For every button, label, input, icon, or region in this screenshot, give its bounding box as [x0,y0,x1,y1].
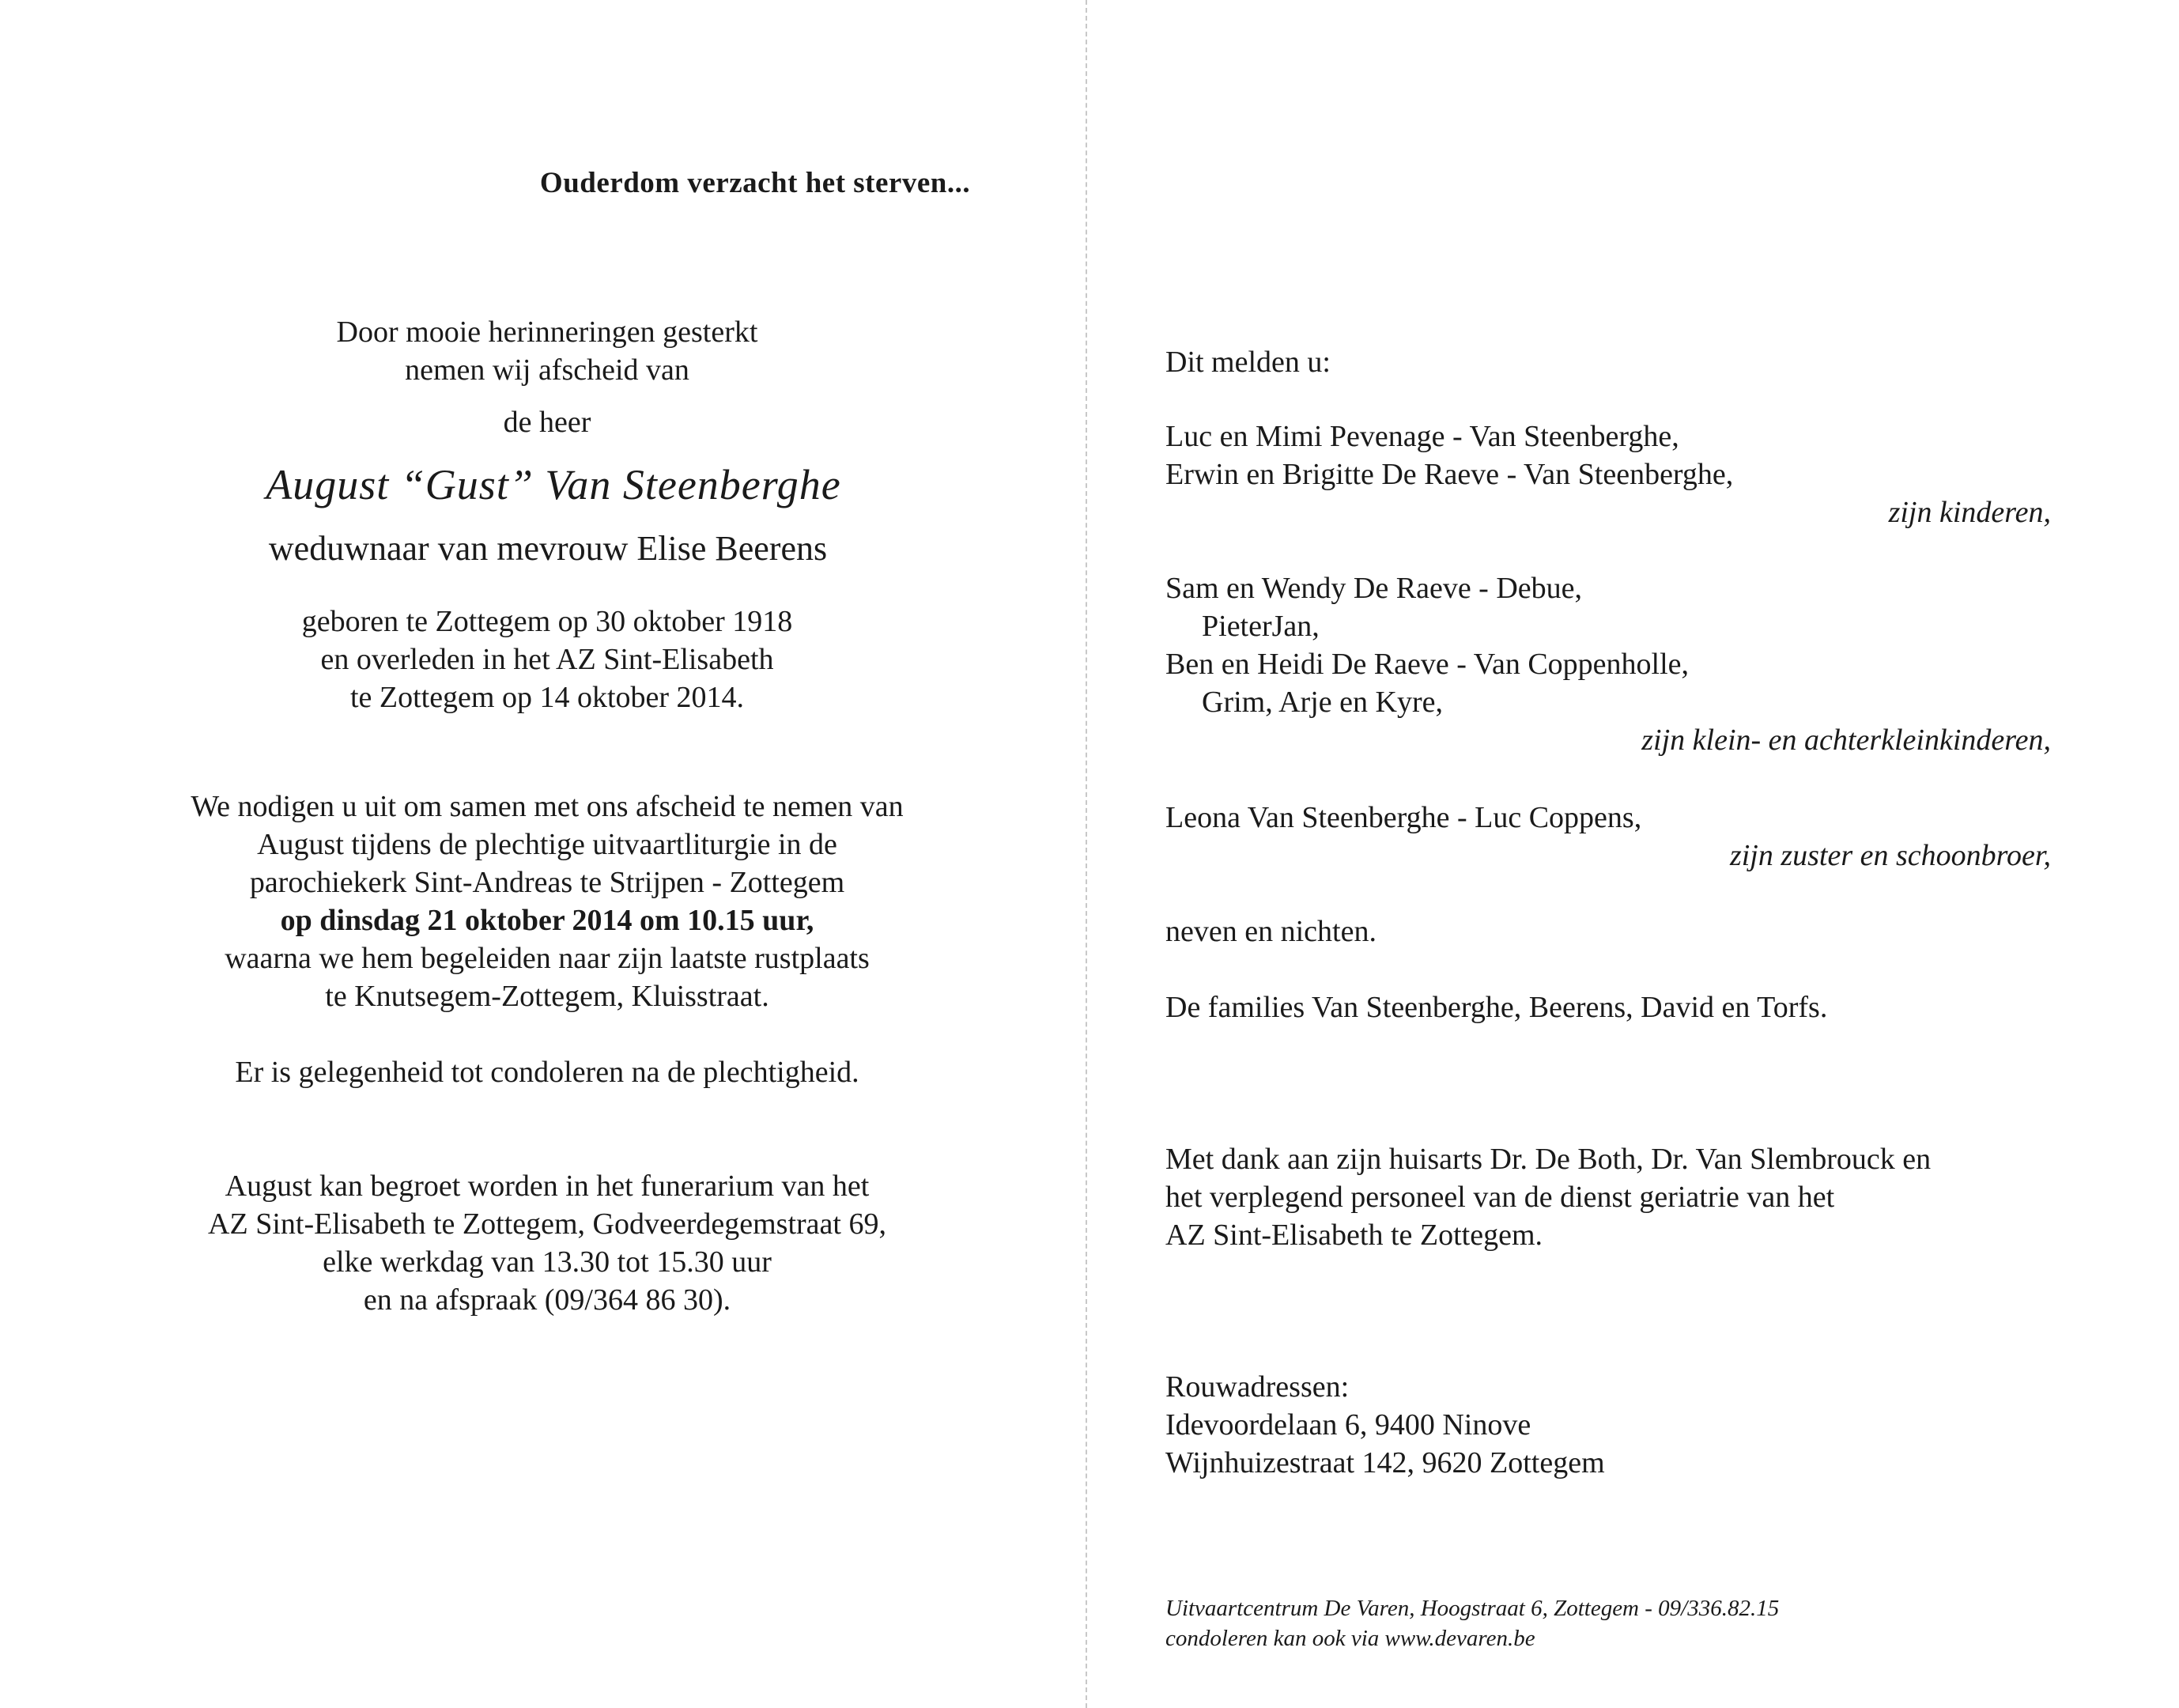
visit-line: AZ Sint-Elisabeth te Zottegem, Godveerdegemstraat 69, [208,1207,886,1241]
invite-line: waarna we hem begeleiden naar zijn laatste rustplaats [225,942,870,975]
deceased-name: August “Gust” Van Steenberghe [266,461,841,508]
motto: Ouderdom verzacht het sterven... [539,167,971,199]
invite-line: te Knutsegem-Zottegem, Kluisstraat. [325,980,769,1013]
invite-line: parochiekerk Sint-Andreas te Strijpen - Zottegem [249,866,845,899]
children-label: zijn kinderen, [1888,496,2051,529]
funeral-home-footer: Uitvaartcentrum De Varen, Hoogstraat 6, Zottegem - 09/336.82.15 [1165,1596,1780,1621]
invite-line: We nodigen u uit om samen met ons afscheid te nemen van [191,790,904,823]
announce-line: Dit melden u: [1165,346,1331,379]
address-line: Wijnhuizestraat 142, 9620 Zottegem [1165,1446,1605,1479]
condolence-note: Er is gelegenheid tot condoleren na de plechtigheid. [235,1056,859,1089]
death-line: te Zottegem op 14 oktober 2014. [349,681,745,714]
grandchildren-line: Sam en Wendy De Raeve - Debue, [1165,572,1583,605]
address-line: Idevoordelaan 6, 9400 Ninove [1165,1408,1531,1442]
intro-line: Door mooie herinneringen gesterkt [336,316,758,349]
visit-line: en na afspraak (09/364 86 30). [363,1283,731,1317]
visit-line: elke werkdag van 13.30 tot 15.30 uur [323,1245,772,1279]
funeral-home-website: condoleren kan ook via www.devaren.be [1165,1626,1535,1651]
sister-label: zijn zuster en schoonbroer, [1729,839,2051,872]
death-line: en overleden in het AZ Sint-Elisabeth [320,643,774,676]
widower-line: weduwnaar van mevrouw Elise Beerens [268,529,828,568]
thanks-line: AZ Sint-Elisabeth te Zottegem. [1165,1219,1543,1252]
thanks-line: het verplegend personeel van de dienst geriatrie van het [1165,1181,1835,1214]
intro-line: nemen wij afscheid van [405,353,689,387]
fold-line [1086,0,1087,1708]
grandchildren-label: zijn klein- en achterkleinkinderen, [1641,724,2051,757]
thanks-line: Met dank aan zijn huisarts Dr. De Both, Dr. Van Slembrouck en [1165,1143,1932,1176]
address-title: Rouwadressen: [1165,1370,1350,1404]
grandchildren-line: PieterJan, [1202,610,1320,643]
children-line: Luc en Mimi Pevenage - Van Steenberghe, [1165,420,1679,453]
invite-line: August tijdens de plechtige uitvaartliturgie in de [257,828,837,861]
salutation: de heer [503,406,591,439]
children-line: Erwin en Brigitte De Raeve - Van Steenberghe, [1165,458,1734,491]
birth-line: geboren te Zottegem op 30 oktober 1918 [301,605,793,638]
cousins-line: neven en nichten. [1165,915,1377,948]
grandchildren-line: Grim, Arje en Kyre, [1202,686,1443,719]
grandchildren-line: Ben en Heidi De Raeve - Van Coppenholle, [1165,648,1690,681]
funeral-date: op dinsdag 21 oktober 2014 om 10.15 uur, [280,904,814,937]
visit-line: August kan begroet worden in het funerarium van het [225,1170,870,1203]
families-line: De families Van Steenberghe, Beerens, David en Torfs. [1165,991,1828,1024]
sister-line: Leona Van Steenberghe - Luc Coppens, [1165,801,1642,834]
